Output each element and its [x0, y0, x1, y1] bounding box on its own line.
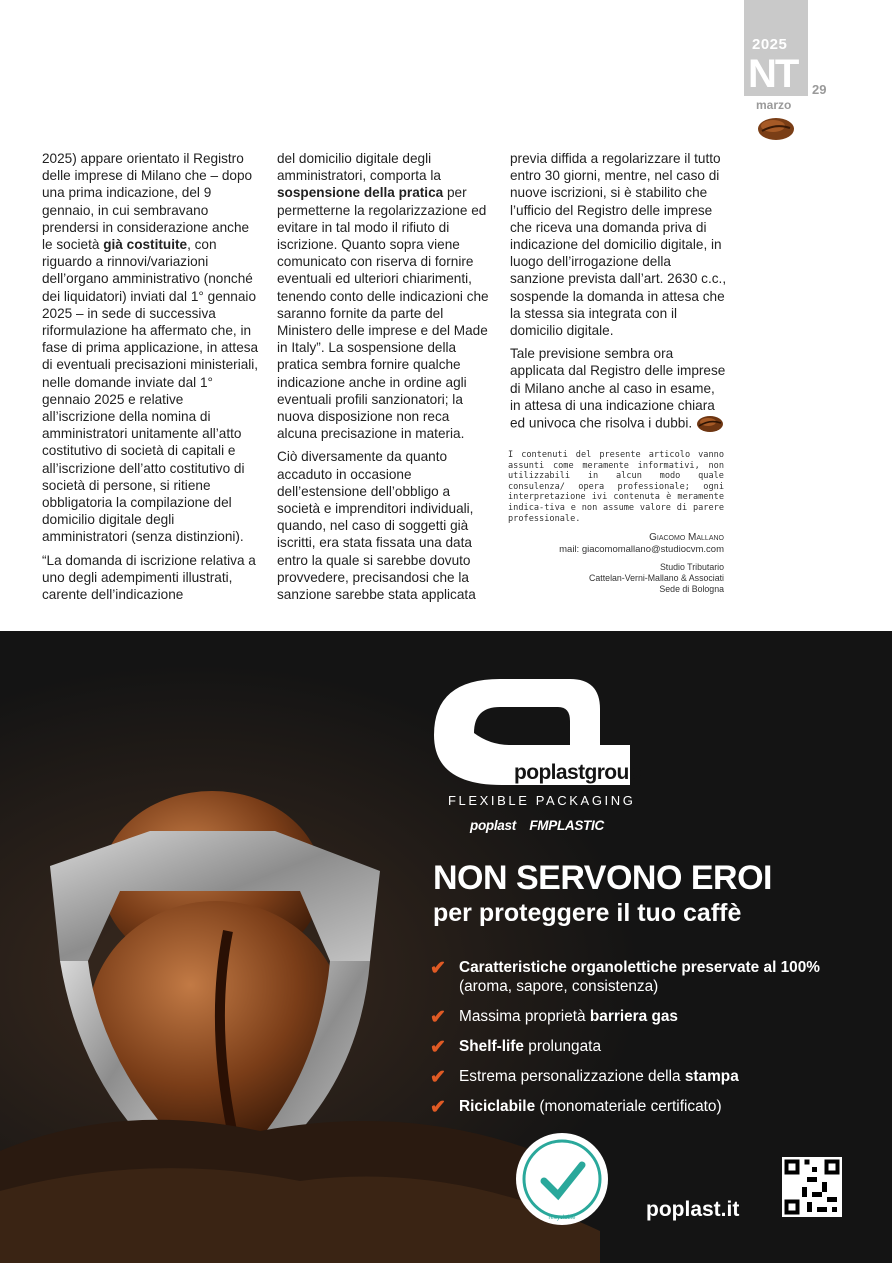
author-name: Giacomo Mallano — [649, 532, 724, 543]
article-column-2 — [277, 150, 491, 609]
website-link[interactable]: poplast.it — [646, 1198, 740, 1221]
studio-line: Sede di Bologna — [659, 584, 724, 594]
qr-code[interactable] — [782, 1157, 842, 1217]
list-item: ✔ Massima proprietà barriera gas — [430, 1007, 678, 1028]
brand-fmplastic: FMPLASTIC — [529, 818, 604, 833]
issue-month: marzo — [756, 98, 792, 112]
magazine-logo: NT — [748, 52, 798, 96]
page-number: 29 — [812, 82, 827, 97]
disclaimer: I contenuti del presente articolo vanno assunti come meramente informativi, non utilizzabili in alcun modo quale consulenza/ opera professionale; ogni interpretazione ivi contenuta è meramente indica-tiva e non assume valore di parere professionale. — [508, 450, 724, 524]
paragraph: “La domanda di iscrizione relativa a uno degli adempimenti illustrati, carente dell’indicazione — [42, 552, 256, 603]
author-email[interactable]: mail: giacomomallano@studiocvm.com — [559, 544, 724, 555]
studio-line: Studio Tributario — [659, 562, 724, 572]
studio-line: Cattelan-Verni-Mallano & Associati — [589, 573, 724, 583]
paragraph: Ciò diversamente da quanto accaduto in occasione dell’estensione dell’obbligo a società e imprenditori individuali, quando, nel caso di soggetti già iscritti, era stata fissata una data entro la quale si sarebbe dovuto provvedere, precisandosi che la sanzione sarebbe stata applicata — [277, 449, 476, 603]
paragraph: del domicilio digitale degli amministratori, comporta la sospensione della pratica per permetterne la regolarizzazione ed evitare in tal modo il rifiuto di iscrizione. Quanto sopra viene comunicato con riserva di fornire eventuali ed ulteriori chiarimenti, tenendo conto delle indicazioni che saranno fornite da parte del Ministero delle imprese e del Made in Italy”. La sospensione della pratica sembra fornire qualche indicazione anche in ordine agli eventuali profili sanzionatori; la nuova disposizione non reca alcuna precisazione in materia. — [277, 151, 489, 442]
recyclable-badge — [514, 1131, 610, 1227]
check-icon: ✔ — [430, 1067, 446, 1088]
tagline: FLEXIBLE PACKAGING — [448, 793, 636, 808]
ad-headline: NON SERVONO EROI — [433, 859, 772, 897]
ad-subheadline: per proteggere il tuo caffè — [433, 899, 742, 927]
sub-brands — [470, 818, 614, 833]
article-column-3 — [510, 150, 728, 440]
check-icon: ✔ — [430, 958, 446, 979]
paragraph: 2025) appare orientato il Registro delle imprese di Milano che – dopo una prima indicazione, del 9 gennaio, in cui sembravano prendersi in considerazione anche le società già costituite, con riguardo a rinnovi/variazioni dell’organo amministrativo (nonché dei liquidatori) inviati dal 1° gennaio 2025 – in sede di successiva riformulazione ha affermato che, in fase di prima applicazione, in attesa di eventuali precisazioni ministeriali, nelle domande inviate dal 1° gennaio 2025 e relative all’iscrizione della nomina di amministratori unitamente all’atto costitutivo di società di capitali e all’iscrizione dell’atto costitutivo di società di persone, si ritiene obbligatoria la compilazione del domicilio digitale degli amministratori (senza distinzioni). — [42, 151, 259, 545]
magazine-year: 2025 — [752, 36, 788, 53]
logo-wordmark: poplastgroup — [514, 761, 641, 784]
advertisement — [0, 631, 892, 1263]
author-block — [559, 532, 724, 556]
paragraph: previa diffida a regolarizzare il tutto entro 30 giorni, mentre, nel caso di nuove iscrizioni, si è stabilito che l’ufficio del Registro delle imprese che riceva una domanda priva di indicazione del domicilio digitale, in luogo dell’irrogazione della sanzione prevista dall’art. 2630 c.c., sospende la domanda in attesa che la stessa sia integrata con il domicilio digitale. — [510, 151, 727, 339]
svg-text:recyclable: recyclable — [548, 1215, 576, 1221]
brand-poplast: poplast — [470, 818, 516, 833]
list-item: ✔ Riciclabile (monomateriale certificato) — [430, 1097, 722, 1118]
list-item: ✔ Shelf-life prolungata — [430, 1037, 602, 1058]
studio-block — [589, 562, 724, 595]
feature-list — [430, 958, 870, 1127]
check-icon: ✔ — [430, 1007, 446, 1028]
check-icon: ✔ — [430, 1037, 446, 1058]
coffee-bean-icon — [756, 115, 796, 143]
list-item: ✔ Caratteristiche organolettiche preservate al 100% (aroma, sapore, consistenza) — [430, 958, 820, 995]
check-icon: ✔ — [430, 1097, 446, 1118]
list-item: ✔ Estrema personalizzazione della stampa — [430, 1067, 739, 1088]
coffee-bean-icon — [696, 414, 724, 434]
article-column-1 — [42, 150, 260, 609]
paragraph: Tale previsione sembra ora applicata dal Registro delle imprese di Milano anche al caso in esame, in attesa di una indicazione chiara ed univoca che risolva i dubbi. — [510, 345, 728, 434]
